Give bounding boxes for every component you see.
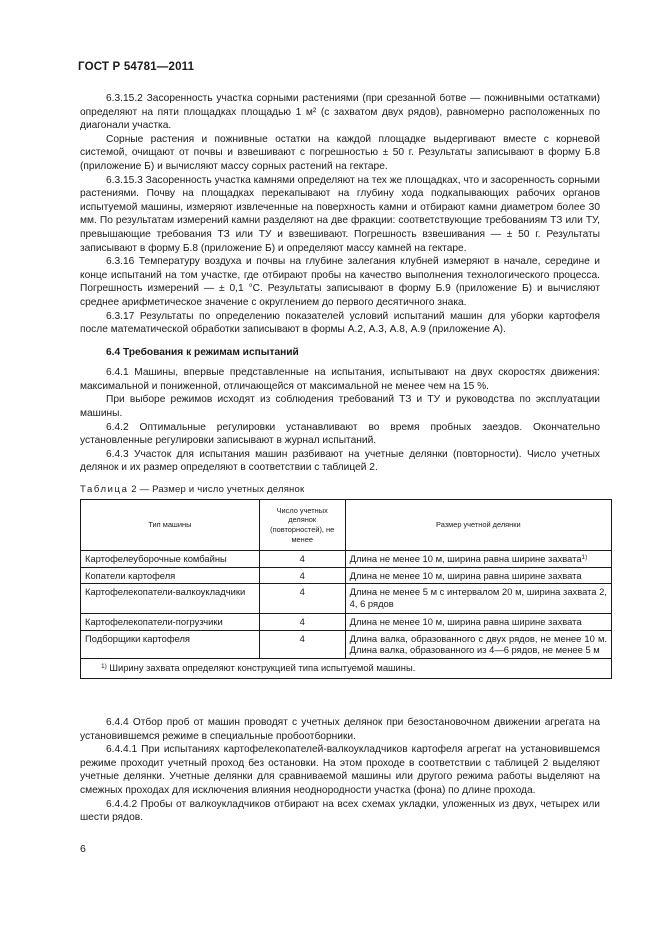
cell-plot-count: 4 [259, 614, 345, 631]
paragraph-6-4-1: 6.4.1 Машины, впервые представленные на испытания, испытывают на двух скоростях движения: максимальной и пониженной, отличающейся от максимальной не менее чем на 15 %. [80, 367, 600, 392]
page-number: 6 [80, 843, 86, 855]
cell-machine-type: Картофелекопатели-валкоукладчики [81, 584, 260, 614]
table-row [81, 567, 612, 584]
table-row [81, 614, 612, 631]
table-footnote [81, 658, 612, 678]
cell-plot-count: 4 [259, 551, 345, 568]
paragraph-6-3-15-3: 6.3.15.3 Засоренность участка камнями определяют на тех же площадках, что и засоренность сорными растениями. Почву на площадках перекапывают на глубину хода подкапывающих рабочих органов испытуемой машины, измеряют извлеченные на поверхность камни и отбирают камни диаметром более 30 мм. По результатам измерений камни разделяют на две фракции: соответствующие требованиям ТЗ или ТУ, превышающие требования ТЗ или ТУ и взвешивают. Погрешность взвешивания — ± 50 г. Результаты записывают в форму Б.8 (приложение Б) и определяют массу камней на гектаре. [80, 174, 600, 254]
table-caption-word: Таблица [80, 484, 129, 495]
cell-plot-size: Длина не менее 5 м с интервалом 20 м, ширина захвата 2, 4, 6 рядов [345, 584, 611, 614]
text-block-bottom [80, 716, 600, 825]
header-machine-type: Тип машины [81, 500, 260, 551]
section-title-6-4: 6.4 Требования к режимам испытаний [106, 346, 299, 358]
paragraph-6-3-17: 6.3.17 Результаты по определению показателей условий испытаний машин для уборки картофеля после математической обработки записывают в формы А.2, А.3, А.8, А.9 (приложение А). [80, 310, 600, 336]
plots-table [80, 499, 612, 679]
table-row [81, 630, 612, 658]
cell-plot-size: Длина не менее 10 м, ширина равна ширине захвата [345, 567, 611, 584]
cell-plot-count: 4 [259, 584, 345, 614]
standard-header: ГОСТ Р 54781—2011 [78, 61, 195, 73]
cell-plot-size-text: Длина не менее 10 м, ширина равна ширине захвата [349, 553, 582, 564]
paragraph-mode-selection: При выборе режимов исходят из соблюдения требований ТЗ и ТУ и руководства по эксплуатации машины. [80, 394, 600, 420]
cell-plot-count: 4 [259, 567, 345, 584]
table-footnote-row [81, 658, 612, 678]
table-caption-text: 2 — Размер и число учетных делянок [128, 484, 305, 495]
paragraph-6-3-16: 6.3.16 Температуру воздуха и почвы на глубине залегания клубней измеряют в начале, середине и конце испытаний на том участке, где отбирают пробы на качество выполнения технологического процесса. Погрешность измерений — ± 0,1 °С. Результаты записывают в форму Б.9 (приложение Б) и вычисляют среднее арифметическое значение с округлением до первого десятичного знака. [80, 256, 600, 308]
cell-machine-type: Подборщики картофеля [81, 630, 260, 658]
text-block-top [80, 92, 600, 475]
cell-plot-size: Длина валка, образованного с двух рядов, не менее 10 м. Длина валка, образованного из 4—6 рядов, не менее 5 м [345, 630, 611, 658]
paragraph-6-4-4-1: 6.4.4.1 При испытаниях картофелекопателей-валкоукладчиков картофеля агрегат на установившемся режиме проходит учетный проход без остановки. На этом проходе в соответствии с таблицей 2 выделяют учетные делянки. Учетные делянки для сравниваемой машины или другого режима работы выделяют на смежных проходах для исключения влияния неоднородности участка (фона) по длине прохода. [80, 744, 600, 796]
footnote-mark: 1) [101, 662, 107, 670]
paragraph-6-4-4-2: 6.4.4.2 Пробы от валкоукладчиков отбирают на всех схемах укладки, уложенных из двух, четырех или шести рядов. [80, 798, 600, 824]
paragraph-6-4-3: 6.4.3 Участок для испытания машин разбивают на учетные делянки (повторности). Число учетных делянок и их размер определяют в соответствии с таблицей 2. [80, 448, 600, 474]
paragraph-6-4-2: 6.4.2 Оптимальные регулировки устанавливают во время пробных заездов. Окончательно установленные регулировки записывают в журнал испытаний. [80, 421, 600, 447]
header-plot-size: Размер учетной делянки [345, 500, 611, 551]
paragraph-weeds-weighing: Сорные растения и пожнивные остатки на каждой площадке выдергивают вместе с корневой системой, очищают от почвы и взвешивают с погрешностью ± 50 г. Результаты записывают в форму Б.8 (приложение Б) и вычисляют массу сорных растений на гектаре. [80, 133, 600, 172]
table-caption [80, 484, 304, 495]
cell-machine-type: Картофелекопатели-погрузчики [81, 614, 260, 631]
cell-plot-size [345, 551, 611, 568]
cell-plot-size: Длина не менее 10 м, ширина равна ширине захвата [345, 614, 611, 631]
header-plot-count: Число учетных делянок (повторностей), не менее [259, 500, 345, 551]
table-row [81, 551, 612, 568]
cell-machine-type: Картофелеуборочные комбайны [81, 551, 260, 568]
table-header-row [81, 500, 612, 551]
cell-plot-count: 4 [259, 630, 345, 658]
paragraph-6-4-4: 6.4.4 Отбор проб от машин проводят с учетных делянок при безостановочном движении агрегата на установившемся режиме в специальные пробоотборники. [80, 717, 600, 742]
footnote-text: Ширину захвата определяют конструкцией типа испытуемой машины. [106, 661, 416, 673]
table-row [81, 584, 612, 614]
paragraph-6-3-15-2: 6.3.15.2 Засоренность участка сорными растениями (при срезанной ботве — пожнивными остатками) определяют на пяти площадках площадью 1 м² (с захватом двух рядов), равномерно расположенных по диагонали участка. [80, 93, 600, 132]
cell-machine-type: Копатели картофеля [81, 567, 260, 584]
footnote-reference: 1) [581, 554, 588, 561]
